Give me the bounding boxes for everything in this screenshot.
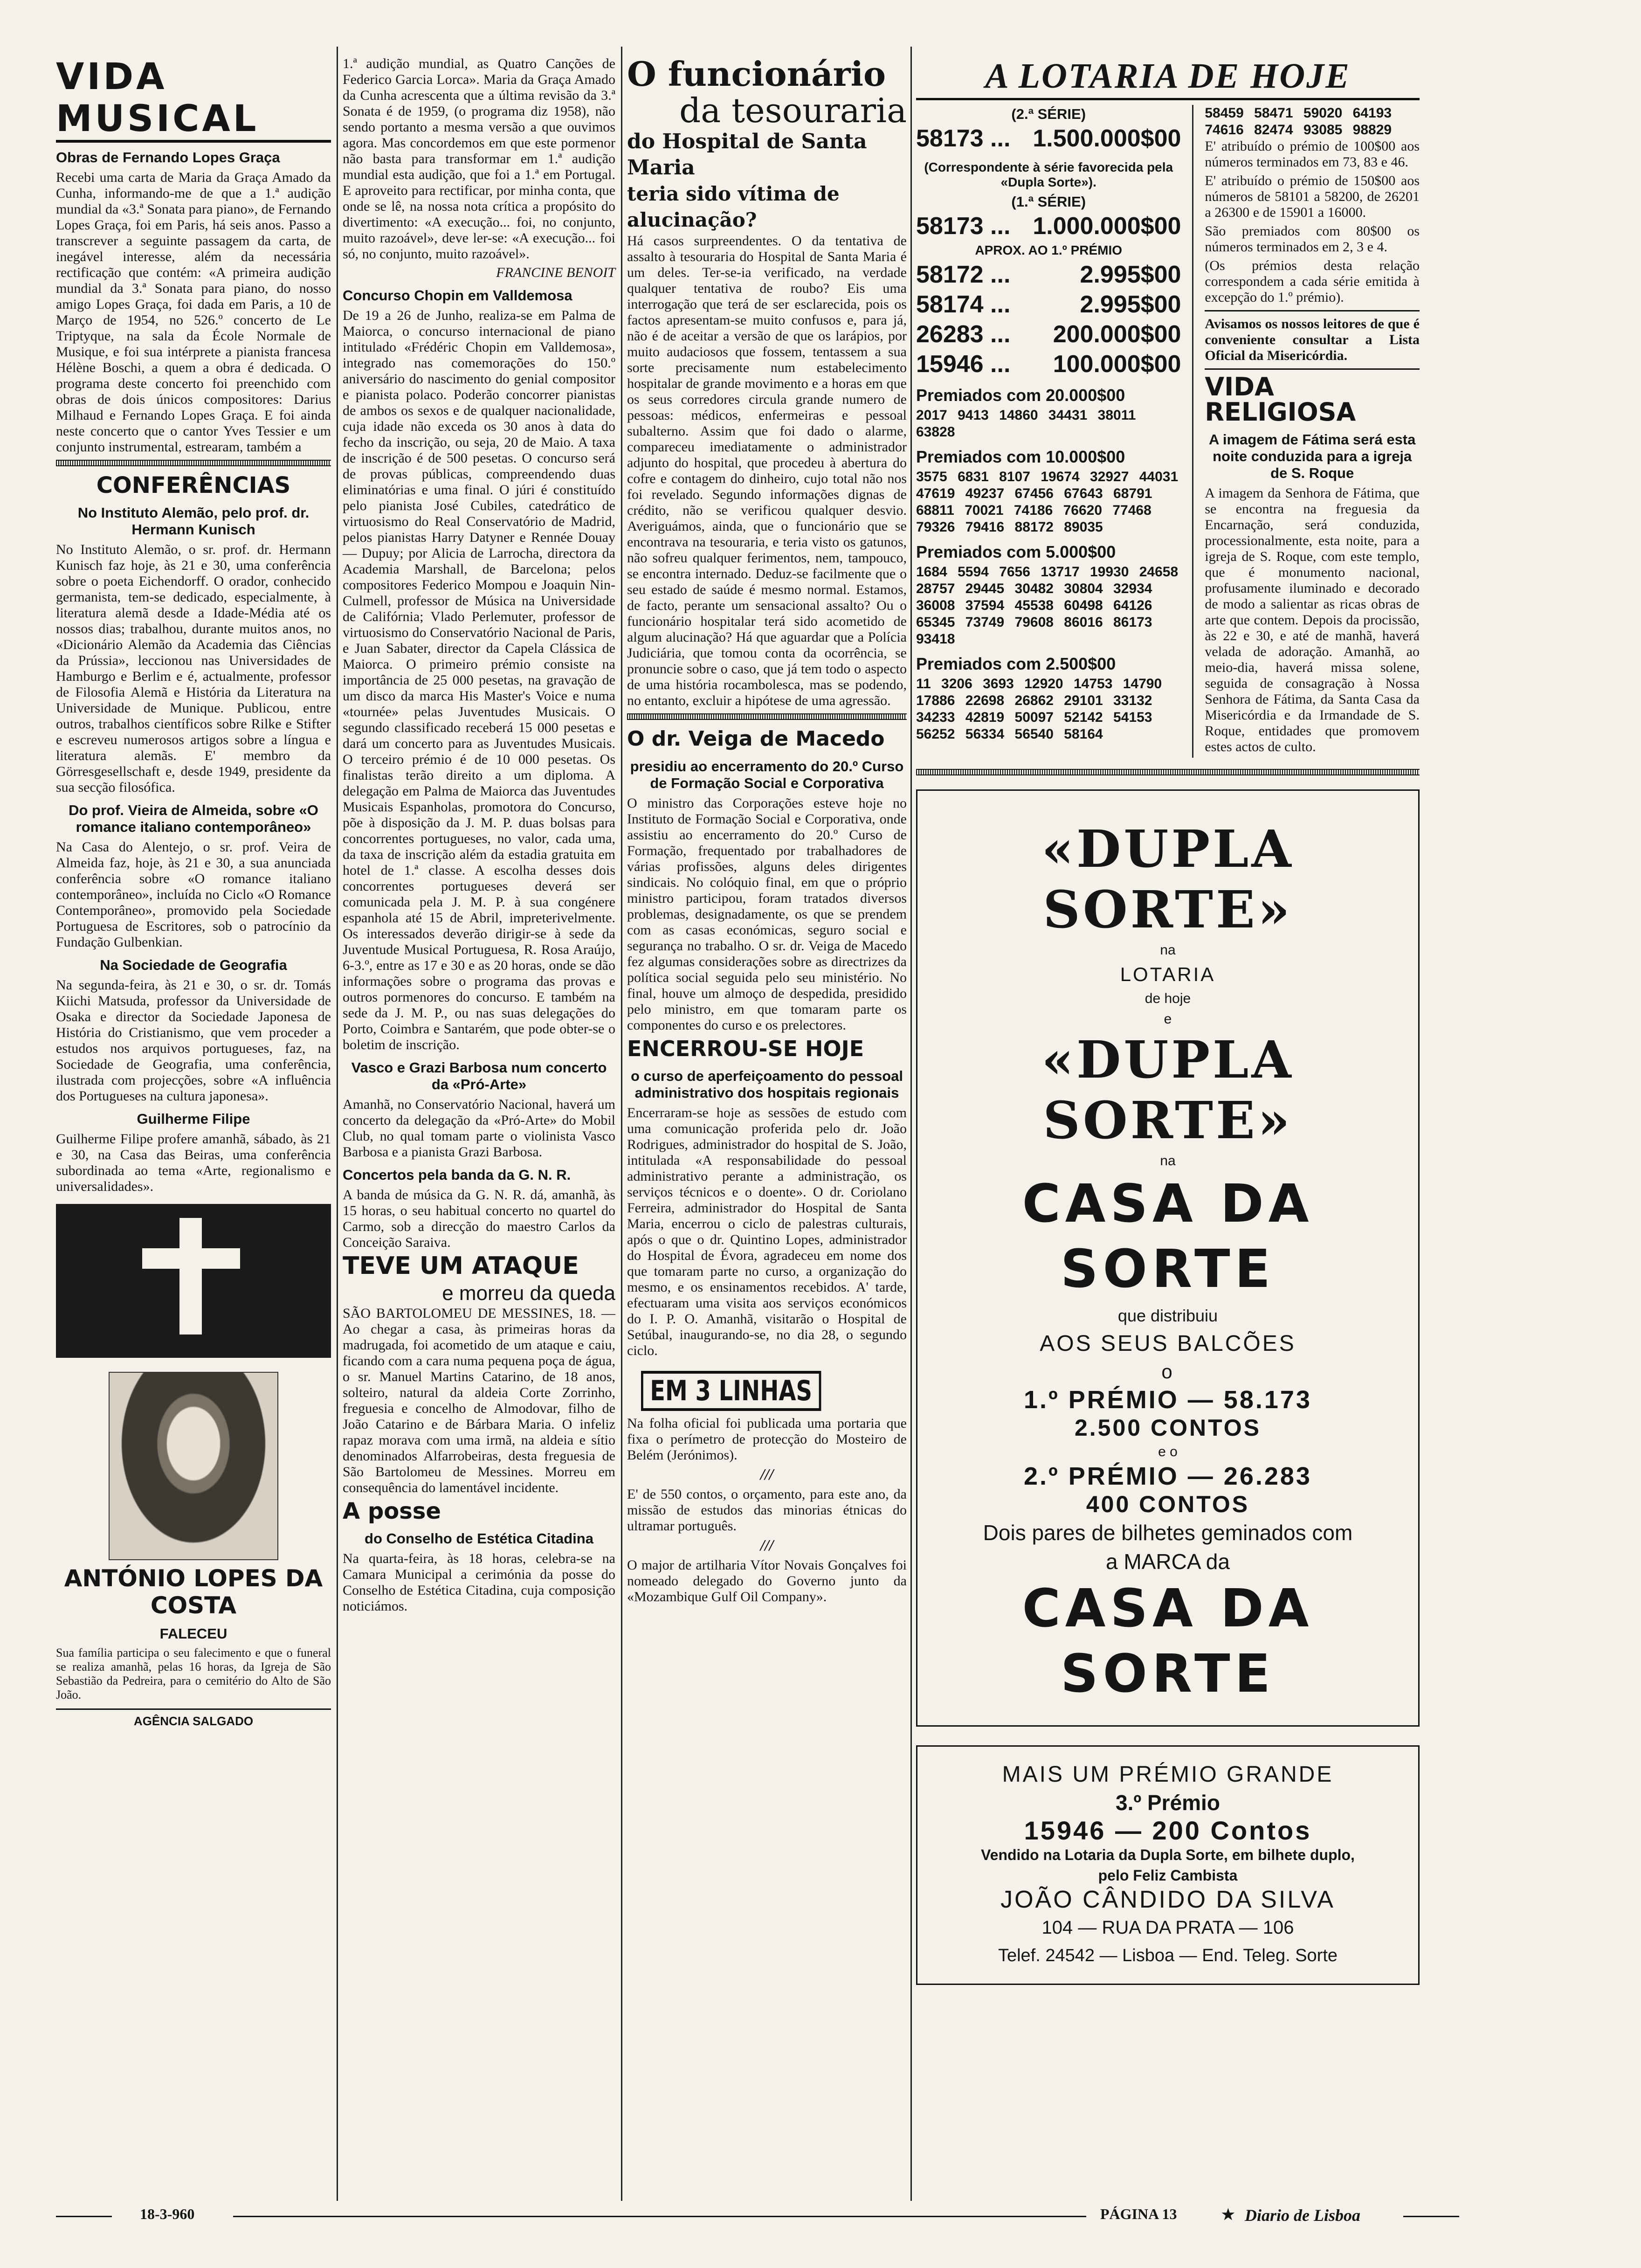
ad-text: 3.º Prémio [1116, 1791, 1220, 1815]
section-header-lotaria: A LOTARIA DE HOJE [985, 56, 1351, 96]
article-headline: da tesouraria [679, 91, 907, 130]
brief-separator: /// [760, 1466, 774, 1483]
article-title: Obras de Fernando Lopes Graça [56, 149, 280, 166]
article-subheadline: o curso de aperfeiçoamento do pessoal administrativo dos hospitais regionais [631, 1068, 903, 1101]
column-1 [56, 56, 331, 1733]
article-body: No Instituto Alemão, o sr. prof. dr. Hermann Kunisch faz hoje, às 21 e 30, uma conferência sobre o poeta Eichendorff. O orador, conhecido germanista, tem-se dedicado, especialmente, à literatura alemã desde a Idade-Média até os nossos dias; trabalhou, durante muitos anos, no «Dicionário Alemão da Academia das Ciências da Prússia», leccionou nas Universidades de Hamburgo e Berlim e é, actualmente, professor de Filosofia Alemã e História da Literatura na Universidade de Munique. Publicou, entre outros, trabalhos científicos sobre Rilke e Stifter e escreveu numerosos artigos sobre a língua e literatura alemãs. E' membro da Görresgesellschaft e, desde 1949, presidente da sua secção filosófica. [56, 542, 331, 795]
series-note: (Correspondente à série favorecida pela «Dupla Sorte»). [924, 160, 1173, 189]
ad-text: Dois pares de bilhetes geminados com a MARCA da [983, 1521, 1353, 1574]
ad-prize: 2.º PRÉMIO — 26.283 [1024, 1462, 1312, 1490]
article-headline: ENCERROU-SE HOJE [627, 1036, 864, 1061]
obituary-body: Sua família participa o seu falecimento e que o funeral se realiza amanhã, pelas 16 horas, da Igreja de São Sebastião da Pedreira, para o cemitério do Alto de São João. [56, 1646, 331, 1701]
article-signature: FRANCINE BENOIT [496, 265, 615, 280]
column-4 [916, 56, 1420, 1985]
obituary-status: FALECEU [159, 1625, 228, 1642]
prize-row: 58173 ... 1.000.000$00 [916, 213, 1181, 240]
article-body: De 19 a 26 de Junho, realiza-se em Palma de Maiorca, o concurso internacional de piano intitulado «Frédéric Chopin em Valldemosa», integrado nas comemorações do 150.º aniversário do nascimento do genial compositor e pianista polaco. Poderão concorrer pianistas de ambos os sexos e de qualquer nacionalidade, cuja idade não exceda os 30 anos à data do fecho da inscrição, ou seja, 20 de Maio. A taxa de inscrição é de 500 pesetas. O concurso será de provas públicas, compreendendo duas eliminatórias e uma final. O júri é constituído pelo pianista José Cubiles, catedrático de virtuosismo do Real Conservatório de Madrid, pelos pianistas Harry Datyner e Rennée Douay — Dupuy; por Alicia de Larrocha, directora da Academia Marshall, de Barcelona; pelos compositores Federico Mompou e Joaquin Nin-Culmell, professor de Música na Universidade de Califórnia; Vlado Perlemuter, professor de virtuosismo do Conservatório Nacional de Paris, e Juan Sabater, director da Capela Clássica de Maiorca. O primeiro prémio consiste na importância de 25 000 pesetas, na gravação de um disco da marca His Master's Voice e numa «tournée» pelas Juventudes Musicais. O segundo classificado receberá 15 000 pesetas e dará um concerto para as Juventudes Musicais. O terceiro prémio é de 10 000 pesetas. Os finalistas terão direito a um diploma. A delegação em Palma de Maiorca das Juventudes Musicais Espanholas, promotora do Concurso, põe à disposição da J. M. P. duas bolsas para concorrentes portugueses, no valor, cada uma, da taxa de inscrição além da estadia gratuita em hotel de 1.ª classe. A escolha desses dois concorrentes portugueses deverá ser comunicada pela J. M. P. à sua congénere espanhola até 15 de Abril, impreterivelmente. Os interessados deverão dirigir-se à sede da Juventude Musical Portuguesa, R. Rosa Araújo, 6-3.º, entre as 17 e 30 e as 20 horas, onde se dão informações sobre o programa das provas e outros pormenores do concurso. E também na sede da J. M. P., ou nas suas delegações do Porto, Coimbra e Santarém, que pode obter-se o boletim de inscrição. [343, 308, 615, 1052]
prize-tier-header: Premiados com 20.000$00 [916, 386, 1125, 405]
lottery-warning: Avisamos os nossos leitores de que é conveniente consultar a Lista Oficial da Misericórdia. [1205, 316, 1420, 363]
lottery-note: E' atribuído o prémio de 100$00 aos números terminados em 73, 83 e 46. [1205, 138, 1420, 170]
footer-date: 18-3-960 [140, 2206, 195, 2222]
prize-row: 58173 ... 1.500.000$00 [916, 125, 1181, 152]
article-body: SÃO BARTOLOMEU DE MESSINES, 18. — Ao chegar a casa, às primeiras horas da madrugada, foi acometido de um ataque e caiu, ficando com a cara numa pequena poça de água, o sr. Manuel Martins Catarino, de 18 anos, solteiro, natural da aldeia Corte Zorrinho, freguesia e concelho de Almodovar, filho de João Catarino e de Bárbara Maria. O infeliz rapaz morava com uma irmã, na aldeia e sítio denominados Alfarrobeiras, desta freguesia de São Bartolomeu de Messines. Morreu em consequência do lamentável incidente. [343, 1306, 615, 1495]
obituary-agency: AGÊNCIA SALGADO [56, 1708, 331, 1729]
lottery-results [916, 105, 1181, 758]
ad-prize: 15946 — 200 Contos [1024, 1816, 1312, 1845]
cross-icon [179, 1218, 202, 1335]
article-headline: O dr. Veiga de Macedo [627, 727, 885, 751]
ad-text: e [1164, 1011, 1172, 1027]
ad-text: que distribuiu [1117, 1306, 1218, 1325]
prize-tier-header: Premiados com 5.000$00 [916, 542, 1116, 561]
article-headline: A posse [343, 1498, 441, 1524]
ad-address: 104 — RUA DA PRATA — 106 [1041, 1917, 1294, 1938]
article-body: Há casos surpreendentes. O da tentativa de assalto à tesouraria do Hospital de Santa Maria é um deles. Ter-se-ia verificado, na verdade qualquer tentativa de roubo? Eis uma interrogação que terá de ser esclarecida, pois os factos apresentam-se muito confusos e, para já, não é de aceitar a versão de que os larápios, por muito audaciosos que fossem, tentassem a sua sorte precisamente num estabelecimento hospitalar de grande movimento e a horas em que os seus corredores circula grande numero de pessoas: médicos, enfermeiras e pessoal subalterno. Assim que foi dado o alarme, compareceu imediatamente o administrador adjunto do hospital, que procedeu à abertura do cofre e contagem do dinheiro, cujo total não nos foi revelado. Segundo informações dignas de crédito, não se verificou qualquer desvio. Averiguámos, ainda, que o funcionário que se encontrava na tesouraria, e teria visto os gatunos, não sofreu qualquer ferimentos, nem, tampouco, se encontra internado. Deduz-se facilmente que o seu estado de saúde é mesmo normal. Estamos, de facto, perante um sensacional assalto? Ou o funcionário hospitalar terá sido acometido de algum alucinação? Há que aguardar que a Polícia Judiciária, que tomou conta da ocorrência, se pronuncie sobre o caso, que já tem todo o aspecto de uma história rocambolesca, mas se podendo, no entanto, excluir a hipótese de uma agressão. [627, 233, 907, 708]
article-title: Na Sociedade de Geografia [100, 957, 287, 973]
footer-star-icon: ★ [1221, 2206, 1235, 2223]
ad-headline: MAIS UM PRÉMIO GRANDE [1002, 1762, 1334, 1787]
section-header-vida-religiosa: VIDA RELIGIOSA [1205, 372, 1356, 427]
article-headline: do Hospital de Santa Maria [627, 130, 867, 180]
article-body-continued: 1.ª audição mundial, as Quatro Canções de Federico Garcia Lorca». Maria da Graça Amado da Cunha acrescenta que a última revisão da 3.ª Sonata é de 1959, (o programa diz 1958), não sendo portanto a mesma versão a que ouvimos agora. Mas concordemos em que este pormenor não basta para transformar em 1.ª audição mundial esta audição, que foi a 1.ª em Portugal. E aproveito para rectificar, por minha conta, que onde se lê, na nossa nota crítica a propósito do divertimento: «A execução... foi, no conjunto, muito razoável», deve ler-se: «A execução... foi só, no conjunto, muito razoável». [343, 56, 615, 262]
section-header-em-3-linhas: EM 3 LINHAS [641, 1371, 821, 1411]
article-headline: O funcionário [627, 54, 886, 94]
article-headline: TEVE UM ATAQUE [343, 1252, 579, 1280]
advertisement-dupla-sorte [916, 789, 1420, 1727]
column-rule [337, 47, 338, 2201]
article-body: Na Casa do Alentejo, o sr. prof. Veira de Almeida faz, hoje, às 21 e 30, a sua anunciada conferência sobre «O romance italiano contemporâneo», incluída no Ciclo «O Romance Contemporâneo», promovido pela Sociedade Portuguesa de Escritores, sob o patrocínio da Fundação Gulbenkian. [56, 839, 331, 950]
article-body: O ministro das Corporações esteve hoje no Instituto de Formação Social e Corporativa, onde assistiu ao encerramento do 20.º Curso de Formação, frequentado por trabalhadores de várias profissões, alguns deles dirigentes sindicais. No colóquio final, em que o próprio ministro participou, foram tratados diversos problemas, designadamente, os que se prendem com as casas económicas, seguro social e segurança no trabalho. O sr. dr. Veiga de Macedo fez algumas considerações sobre as directrizes da política social seguida pelo seu ministério. No final, houve um almoço de despedida, presidido pelo ministro, em que tomaram parte os componentes do curso e os prelectores. [627, 795, 907, 1033]
article-body: Guilherme Filipe profere amanhã, sábado, às 21 e 30, na Casa das Beiras, uma conferência subordinada ao tema «Arte, regionalismo e universalidades». [56, 1131, 331, 1194]
obituary-cross [56, 1204, 331, 1358]
footer-paper-name: Diario de Lisboa [1245, 2206, 1360, 2225]
divider [56, 460, 331, 466]
ad-brand: CASA DA SORTE [1022, 1174, 1314, 1300]
ad-text: de hoje [1145, 991, 1191, 1006]
ad-text: Vendido na Lotaria da Dupla Sorte, em bilhete duplo, pelo Feliz Cambista [981, 1846, 1355, 1884]
ad-text: na [1160, 1153, 1176, 1169]
footer-rule [233, 2216, 1086, 2217]
lottery-note: (Os prémios desta relação correspondem a cada série emitida à excepção do 1.º prémio). [1205, 258, 1420, 305]
section-header-vida-musical: VIDA MUSICAL [56, 56, 259, 140]
prize-tier-numbers: 1684 5594 7656 13717 19930 24658 28757 29445 30482 30804 32934 36008 37594 45538 60498 64126 65345 73749 79608 86016 86173 93418 [916, 564, 1179, 647]
section-header-conferencias: CONFERÊNCIAS [96, 472, 291, 498]
article-body: A banda de música da G. N. R. dá, amanhã, às 15 horas, o seu habitual concerto no quartel do Carmo, sob a direcção do maestro Carlos da Conceição Saraiva. [343, 1187, 615, 1250]
prize-row: 26283 ... 200.000$00 [916, 321, 1181, 348]
footer-rule [56, 2216, 112, 2217]
prize-tier-numbers: 2017 9413 14860 34431 38011 63828 [916, 408, 1136, 440]
prize-row: 15946 ... 100.000$00 [916, 351, 1181, 378]
aprox-label: APROX. AO 1.º PRÉMIO [975, 243, 1123, 257]
ad-text: AOS SEUS BALCÕES [1040, 1331, 1296, 1356]
article-subheadline: A imagem de Fátima será esta noite conduzida para a igreja de S. Roque [1208, 431, 1416, 481]
prize-tier-header: Premiados com 2.500$00 [916, 654, 1116, 673]
article-body: Amanhã, no Conservatório Nacional, haverá um concerto da delegação da «Pró-Arte» do Mobil Club, no qual tomam parte o violinista Vasco Barbosa e a pianista Grazi Barbosa. [343, 1097, 615, 1160]
series-label: (1.ª SÉRIE) [1011, 194, 1086, 210]
article-body: Recebi uma carta de Maria da Graça Amado da Cunha, informando-me de que a 1.ª audição mundial da «3.ª Sonata para piano», de Fernando Lopes Graça, foi em Paris, há seis anos. Passo a transcrever a seguinte passagem da carta, de inegável interesse, além da necessária rectificação que contém: «A primeira audição mundial da 3.ª Sonata para piano, do nosso amigo Lopes Graça, foi dada em Paris, a 10 de Março de 1954, no 526.º concerto de Le Triptyque, na sala da École Normale de Musique, e foi sua intérprete a pianista francesa Hélène Boschi, a quem a obra é dedicada. O programa deste concerto foi preenchido com obras de dois únicos compositores: Darius Milhaud e Fernando Lopes Graça. E foi ainda neste concerto que o cantor Yves Tessier e um conjunto instrumental, estrearam, também a [56, 170, 331, 455]
advertisement-premio-grande [916, 1745, 1420, 1985]
header-underline [56, 140, 331, 143]
article-subheadline: do Conselho de Estética Citadina [365, 1530, 593, 1547]
ad-prize: 400 CONTOS [1086, 1491, 1250, 1517]
prize-row: 58172 ... 2.995$00 [916, 261, 1181, 288]
brief-separator: /// [760, 1537, 774, 1554]
prize-tier-numbers: 3575 6831 8107 19674 32927 44031 47619 49237 67456 67643 68791 68811 70021 74186 76620 77468 79326 79416 88172 89035 [916, 469, 1179, 535]
footer-rule [1403, 2216, 1459, 2217]
ad-vendor: JOÃO CÂNDIDO DA SILVA [1000, 1886, 1335, 1913]
article-body: Na segunda-feira, às 21 e 30, o sr. dr. Tomás Kiichi Matsuda, professor da Universidade de Osaka e director da Sociedade Japonesa de História do Cristianismo, que vem proceder a estudos nos arquivos portugueses, faz, na Sociedade de Geografia, uma conferência, ilustrada com projecções, sobre «A influência dos Portugueses na cultura japonesa». [56, 977, 331, 1104]
ad-text: o [1161, 1361, 1174, 1383]
ad-contact: Telef. 24542 — Lisboa — End. Teleg. Sorte [998, 1946, 1338, 1965]
divider [627, 713, 907, 720]
lottery-note: E' atribuído o prémio de 150$00 aos números de 58101 a 58200, de 26201 a 26300 e de 15901 a 16000. [1205, 173, 1420, 220]
ad-prize: 2.500 CONTOS [1074, 1415, 1261, 1441]
ad-brand: CASA DA SORTE [1022, 1578, 1314, 1704]
article-headline: teria sido vítima de alucinação? [627, 182, 840, 231]
footer-page: PÁGINA 13 [1100, 2206, 1177, 2222]
article-title: No Instituto Alemão, pelo prof. dr. Hermann Kunisch [77, 505, 310, 538]
column-rule [910, 47, 912, 2201]
article-body: Na quarta-feira, às 18 horas, celebra-se na Camara Municipal a cerimónia da posse do Conselho de Estética Citadina, cuja composição noticiámos. [343, 1551, 615, 1614]
lottery-notes [1205, 105, 1420, 758]
ad-prize: 1.º PRÉMIO — 58.173 [1024, 1386, 1312, 1414]
ad-text: LOTARIA [1120, 963, 1216, 985]
series-label: (2.ª SÉRIE) [1011, 106, 1086, 122]
brief-item: Na folha oficial foi publicada uma portaria que fixa o perímetro de protecção do Mosteiro de Belém (Jerónimos). [627, 1416, 907, 1463]
article-body: A imagem da Senhora de Fátima, que se encontra na freguesia da Encarnação, será conduzida, processionalmente, esta noite, para a igreja de S. Roque, com este templo, que é monumento nacional, profusamente iluminado e decorado de modo a salientar as ricas obras de arte que contem. Depois da procissão, às 22 e 30, e até de manhã, haverá velada de adoração. Amanhã, ao meio-dia, haverá missa solene, seguida de consagração à Nossa Senhora de Fátima, da Santa Casa da Misericórdia e da Irmandade de S. Roque, entidades que promovem estes actos de culto. [1205, 485, 1420, 754]
obituary-photo [109, 1372, 278, 1560]
brief-item: E' de 550 contos, o orçamento, para este ano, da missão de estudos das minorias étnicas do ultramar português. [627, 1487, 907, 1534]
prize-tier-numbers: 58459 58471 59020 64193 74616 82474 93085 98829 [1205, 105, 1392, 138]
ad-text: e o [1158, 1444, 1178, 1459]
ad-headline: «DUPLA SORTE» [1041, 1030, 1294, 1150]
divider [916, 769, 1420, 775]
article-subheadline: e morreu da queda [442, 1282, 615, 1305]
brief-item: O major de artilharia Vítor Novais Gonçalves foi nomeado delegado do Governo junto da «Mozambique Gulf Oil Company». [627, 1557, 907, 1604]
ad-text: na [1160, 942, 1176, 958]
column-rule [621, 47, 622, 2201]
article-subheadline: presidiu ao encerramento do 20.º Curso de Formação Social e Corporativa [630, 758, 904, 791]
article-title: Vasco e Grazi Barbosa num concerto da «Pró-Arte» [351, 1059, 607, 1093]
lottery-note: São premiados com 80$00 os números terminados em 2, 3 e 4. [1205, 223, 1420, 255]
article-body: Encerraram-se hoje as sessões de estudo com uma comunicação proferida pelo dr. João Rodrigues, administrador do hospital de S. João, intitulada «A responsabilidade do pessoal administrativo perante a administração, os serviços técnicos e o doente». O dr. Coriolano Ferreira, administrador do Hospital de Santa Maria, encerrou o ciclo de palestras culturais, após o que o dr. Quintino Lopes, administrador do Hospital de Évora, agradeceu em nome dos que tomaram parte no curso, a organização do mesmo, e os ensinamentos recebidos. A' tarde, efectuaram uma visita aos serviços económicos do I. P. O. Amanhã, visitarão o Hospital de Setúbal, inaugurando-se, no dia 28, o segundo ciclo. [627, 1105, 907, 1358]
prize-tier-numbers: 11 3206 3693 12920 14753 14790 17886 22698 26862 29101 33132 34233 42819 50097 52142 54153 56252 56334 56540 58164 [916, 676, 1162, 742]
column-3 [627, 56, 907, 1608]
ad-headline: «DUPLA SORTE» [1041, 819, 1294, 940]
column-2 [343, 56, 615, 1617]
prize-tier-header: Premiados com 10.000$00 [916, 447, 1125, 466]
article-title: Guilherme Filipe [137, 1111, 250, 1127]
article-title: Concurso Chopin em Valldemosa [343, 287, 572, 304]
obituary-name: ANTÓNIO LOPES DA COSTA [64, 1565, 323, 1619]
article-title: Concertos pela banda da G. N. R. [343, 1167, 571, 1183]
prize-row: 58174 ... 2.995$00 [916, 291, 1181, 318]
article-title: Do prof. Vieira de Almeida, sobre «O romance italiano contemporâneo» [69, 802, 318, 835]
